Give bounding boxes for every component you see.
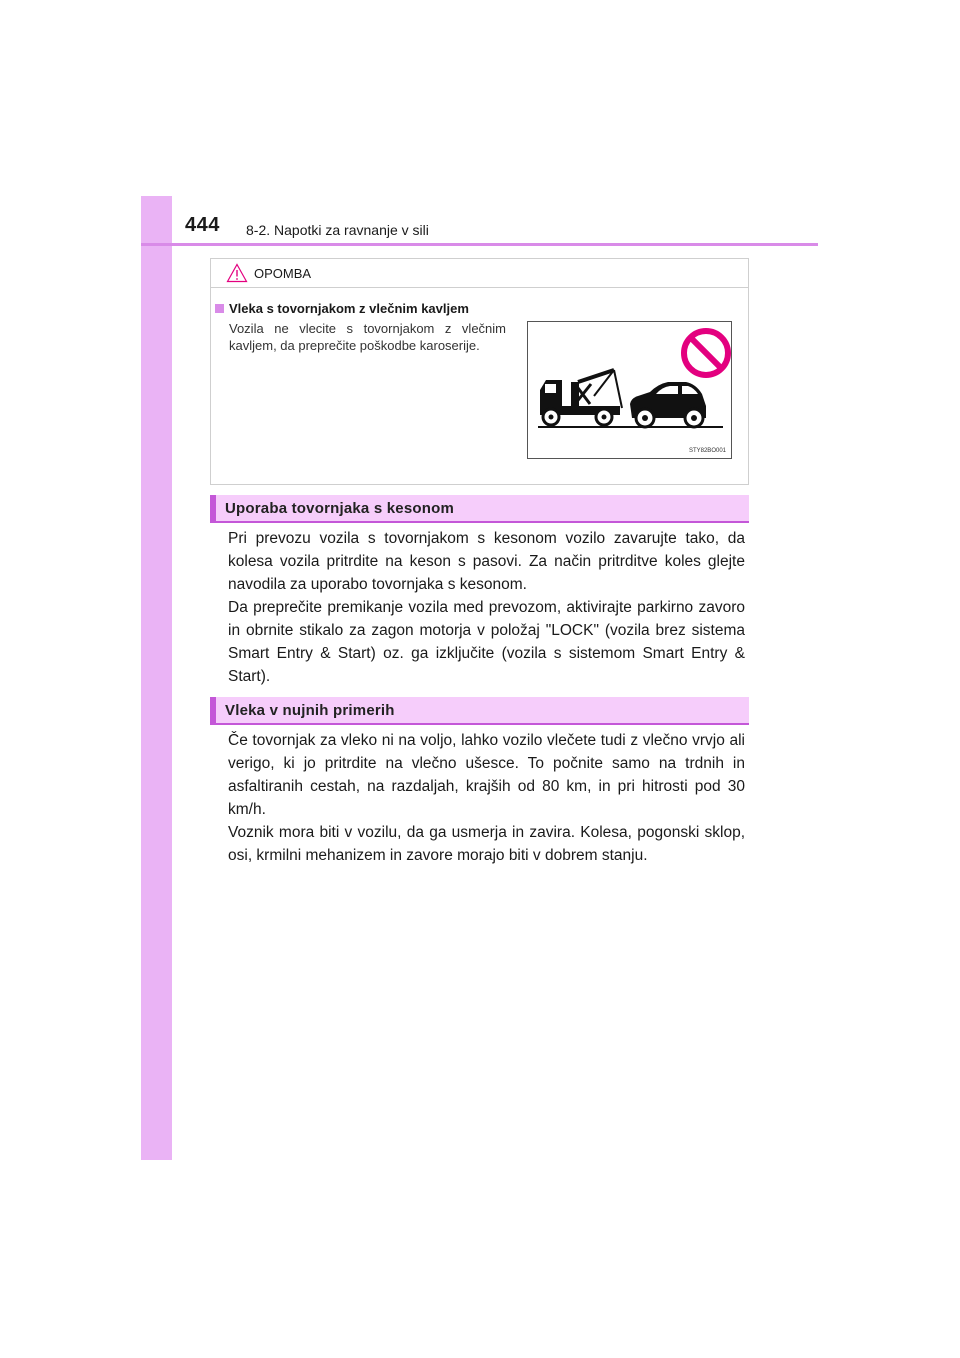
notice-item-title-text: Vleka s tovornjakom z vlečnim kavljem — [229, 301, 469, 316]
tow-truck-icon — [540, 370, 622, 425]
paragraph: Če tovornjak za vleko ni na voljo, lahko vozilo vlečete tudi z vlečno vrvjo ali verigo, ki jo pritrdite na vlečno ušesce. To počnite samo na trdnih in asfaltiranih cestah, na razdaljah, krajših od 80 km, in pri hitrosti pod 30 km/h. — [228, 732, 745, 818]
section-heading-text: Vleka v nujnih primerih — [225, 702, 395, 719]
square-bullet-icon — [215, 304, 224, 313]
section-heading-truck-bed — [210, 495, 749, 523]
paragraph: Da preprečite premikanje vozila med prevozom, aktivirajte parkirno zavoro in obrnite stikalo za zagon motorja v položaj "LOCK" (vozila brez sistema Smart Entry & Start) oz. ga izključite (vozila s sistemom Smart Entry & Start). — [228, 599, 745, 685]
paragraph: Voznik mora biti v vozilu, da ga usmerja in zavira. Kolesa, pogonski sklop, osi, krmilni mehanizem in zavore morajo biti v dobrem stanju. — [228, 824, 745, 864]
notice-box — [210, 258, 749, 485]
paragraph: Pri prevozu vozila s tovornjakom s kesonom vozilo zavarujte tako, da kolesa vozila pritrdite na keson s pasovi. Za način pritrditve koles glejte navodila za uporabo tovornjaka s kesonom. — [228, 530, 745, 593]
notice-label: OPOMBA — [254, 266, 312, 281]
side-tab-strip — [141, 196, 172, 1160]
warning-triangle-icon — [226, 263, 248, 288]
page-number: 444 — [185, 214, 220, 236]
illustration-code: STY82BO001 — [688, 448, 726, 454]
towed-car-icon — [630, 382, 706, 427]
section-title: 8-2. Napotki za ravnanje v sili — [246, 222, 429, 238]
header-divider — [141, 243, 818, 246]
section-heading-emergency-towing — [210, 697, 749, 725]
prohibition-icon — [684, 331, 728, 375]
tow-truck-illustration — [527, 321, 732, 459]
notice-item-body: Vozila ne vlecite s tovornjakom z vlečnim kavljem, da preprečite poškodbe karoserije. — [229, 321, 506, 353]
notice-header — [211, 259, 748, 288]
notice-item-title — [215, 301, 469, 316]
section-heading-text: Uporaba tovornjaka s kesonom — [225, 500, 454, 517]
